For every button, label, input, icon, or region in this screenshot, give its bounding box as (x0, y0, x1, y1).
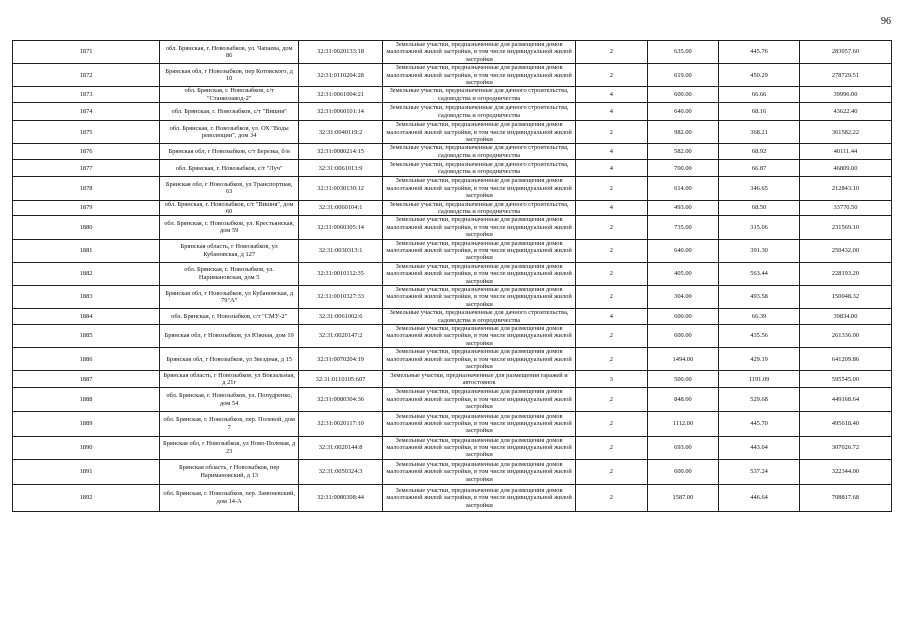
table-row (13, 87, 892, 103)
cadastral-number: 32:31:0030130:12 (299, 177, 383, 200)
land-address: Брянская обл, г Новозыбков, ул Кубановская, д 79"А" (160, 285, 299, 308)
cadastral-value: 278729.51 (799, 64, 891, 87)
land-use-purpose: Земельные участки, предназначенные для дачного строительства, садоводства и огородничества (382, 87, 575, 103)
cadastral-value: 228193.20 (799, 262, 891, 285)
use-category: 4 (576, 87, 648, 103)
use-category: 4 (576, 160, 648, 177)
cadastral-value: 250432.00 (799, 239, 891, 262)
use-category: 4 (576, 200, 648, 216)
use-category: 2 (576, 325, 648, 348)
use-category: 4 (576, 309, 648, 325)
cadastral-value: 322344.00 (799, 459, 891, 484)
cadastral-number: 32:31:0020144:8 (299, 436, 383, 459)
cadastral-value: 449168.64 (799, 388, 891, 411)
cadastral-number: 32:31:0060104:1 (299, 200, 383, 216)
land-use-purpose: Земельные участки, предназначенные для дачного строительства, садоводства и огородничества (382, 144, 575, 160)
cadastral-value: 33770.50 (799, 200, 891, 216)
cadastral-value: 212843.10 (799, 177, 891, 200)
cadastral-number: 32:31:0020117:10 (299, 411, 383, 436)
specific-cadastral-value: 445.70 (719, 411, 800, 436)
table-row (13, 144, 892, 160)
land-use-purpose: Земельные участки, предназначенные для размещения домов малоэтажной жилой застройки, в том числе индивидуальной жилой застройки (382, 239, 575, 262)
land-area: 600.00 (647, 325, 719, 348)
row-number: 1872 (13, 64, 160, 87)
cadastral-value: 46809.00 (799, 160, 891, 177)
specific-cadastral-value: 368.21 (719, 121, 800, 144)
land-area: 600.00 (647, 459, 719, 484)
specific-cadastral-value: 346.65 (719, 177, 800, 200)
use-category: 2 (576, 388, 648, 411)
row-number: 1881 (13, 239, 160, 262)
land-area: 614.00 (647, 177, 719, 200)
row-number: 1883 (13, 285, 160, 308)
land-use-purpose: Земельные участки, предназначенные для размещения домов малоэтажной жилой застройки, в том числе индивидуальной жилой застройки (382, 459, 575, 484)
use-category: 3 (576, 371, 648, 388)
land-address: обл. Брянская, г. Новозыбков, с/т "СМУ-2" (160, 309, 299, 325)
use-category: 2 (576, 348, 648, 371)
cadastral-number: 32:31:0010112:35 (299, 262, 383, 285)
cadastral-number: 32:31:0070204:19 (299, 348, 383, 371)
land-use-purpose: Земельные участки, предназначенные для дачного строительства, садоводства и огородничества (382, 103, 575, 121)
specific-cadastral-value: 450.29 (719, 64, 800, 87)
specific-cadastral-value: 1191.09 (719, 371, 800, 388)
use-category: 2 (576, 121, 648, 144)
use-category: 2 (576, 64, 648, 87)
land-use-purpose: Земельные участки, предназначенные для размещения домов малоэтажной жилой застройки, в том числе индивидуальной жилой застройки (382, 262, 575, 285)
cadastral-value: 708817.68 (799, 484, 891, 511)
cadastral-number: 32:31:0061004:21 (299, 87, 383, 103)
land-address: обл. Брянская, г. Новозыбков, с/т "Вишня", дом 60 (160, 200, 299, 216)
land-address: обл. Брянская, г. Новозыбков, с/т "Луч" (160, 160, 299, 177)
table-row (13, 411, 892, 436)
cadastral-number: 32:31:0110105:607 (299, 371, 383, 388)
table-row (13, 436, 892, 459)
land-area: 1587.00 (647, 484, 719, 511)
land-use-purpose: Земельные участки, предназначенные для размещения домов малоэтажной жилой застройки, в том числе индивидуальной жилой застройки (382, 177, 575, 200)
cadastral-number: 32:31:0050324:3 (299, 459, 383, 484)
cadastral-number: 32:31:0040119:2 (299, 121, 383, 144)
land-area: 582.00 (647, 144, 719, 160)
cadastral-number: 32:31:0061002:6 (299, 309, 383, 325)
land-area: 1494.00 (647, 348, 719, 371)
row-number: 1880 (13, 216, 160, 239)
land-area: 600.00 (647, 309, 719, 325)
specific-cadastral-value: 529.68 (719, 388, 800, 411)
cadastral-value: 150048.32 (799, 285, 891, 308)
cadastral-number: 32:31:0020147:2 (299, 325, 383, 348)
row-number: 1892 (13, 484, 160, 511)
specific-cadastral-value: 68.92 (719, 144, 800, 160)
cadastral-number: 32:31:0020133:18 (299, 41, 383, 64)
land-use-purpose: Земельные участки, предназначенные для размещения домов малоэтажной жилой застройки, в том числе индивидуальной жилой застройки (382, 411, 575, 436)
land-address: обл. Брянская, г. Новозыбков, с/т "Вишня" (160, 103, 299, 121)
cadastral-number: 32:31:0030313:1 (299, 239, 383, 262)
cadastral-value: 40111.44 (799, 144, 891, 160)
row-number: 1876 (13, 144, 160, 160)
land-use-purpose: Земельные участки, предназначенные для размещения домов малоэтажной жилой застройки, в том числе индивидуальной жилой застройки (382, 484, 575, 511)
use-category: 4 (576, 144, 648, 160)
cadastral-value: 361582.22 (799, 121, 891, 144)
specific-cadastral-value: 429.19 (719, 348, 800, 371)
land-use-purpose: Земельные участки, предназначенные для размещения домов малоэтажной жилой застройки, в том числе индивидуальной жилой застройки (382, 436, 575, 459)
land-address: обл. Брянская, г. Новозыбков, ул. ОХ "Воды революции", дом 34 (160, 121, 299, 144)
land-area: 848.00 (647, 388, 719, 411)
row-number: 1887 (13, 371, 160, 388)
cadastral-value-table (12, 40, 892, 512)
table-row (13, 121, 892, 144)
use-category: 2 (576, 285, 648, 308)
land-address: Брянская обл, г Новозыбков, ул Ново-Полевая, д 23 (160, 436, 299, 459)
specific-cadastral-value: 391.30 (719, 239, 800, 262)
cadastral-number: 32:31:0010327:33 (299, 285, 383, 308)
cadastral-value: 283057.60 (799, 41, 891, 64)
table-row (13, 200, 892, 216)
table-row (13, 216, 892, 239)
specific-cadastral-value: 66.87 (719, 160, 800, 177)
use-category: 2 (576, 262, 648, 285)
land-area: 635.00 (647, 41, 719, 64)
table-row (13, 348, 892, 371)
land-area: 619.00 (647, 64, 719, 87)
use-category: 2 (576, 41, 648, 64)
table-row (13, 41, 892, 64)
specific-cadastral-value: 446.64 (719, 484, 800, 511)
table-body (13, 41, 892, 512)
land-address: Брянская обл, г Новозыбков, ул Южная, дом 19 (160, 325, 299, 348)
land-area: 405.00 (647, 262, 719, 285)
land-use-purpose: Земельные участки, предназначенные для размещения гаражей и автостоянок (382, 371, 575, 388)
row-number: 1888 (13, 388, 160, 411)
table-row (13, 239, 892, 262)
table-row (13, 309, 892, 325)
cadastral-value: 261336.00 (799, 325, 891, 348)
land-address: обл. Брянская, г. Новозыбков, ул. Наримановская, дом 5 (160, 262, 299, 285)
table-row (13, 64, 892, 87)
cadastral-value: 39996.00 (799, 87, 891, 103)
specific-cadastral-value: 563.44 (719, 262, 800, 285)
land-area: 640.00 (647, 239, 719, 262)
row-number: 1877 (13, 160, 160, 177)
row-number: 1884 (13, 309, 160, 325)
cadastral-value: 595545.00 (799, 371, 891, 388)
land-area: 500.00 (647, 371, 719, 388)
land-use-purpose: Земельные участки, предназначенные для размещения домов малоэтажной жилой застройки, в том числе индивидуальной жилой застройки (382, 216, 575, 239)
use-category: 2 (576, 411, 648, 436)
specific-cadastral-value: 66.39 (719, 309, 800, 325)
land-address: обл. Брянская, г. Новозыбков, ул. Чапаева, дом 86 (160, 41, 299, 64)
specific-cadastral-value: 68.16 (719, 103, 800, 121)
cadastral-value: 39834.00 (799, 309, 891, 325)
land-use-purpose: Земельные участки, предназначенные для размещения домов малоэтажной жилой застройки, в том числе индивидуальной жилой застройки (382, 121, 575, 144)
use-category: 4 (576, 103, 648, 121)
table-row (13, 285, 892, 308)
specific-cadastral-value: 435.56 (719, 325, 800, 348)
use-category: 2 (576, 436, 648, 459)
land-use-purpose: Земельные участки, предназначенные для размещения домов малоэтажной жилой застройки, в том числе индивидуальной жилой застройки (382, 325, 575, 348)
page-number: 96 (881, 16, 891, 27)
land-use-purpose: Земельные участки, предназначенные для размещения домов малоэтажной жилой застройки, в том числе индивидуальной жилой застройки (382, 388, 575, 411)
use-category: 2 (576, 484, 648, 511)
land-address: обл. Брянская, г. Новозыбков, пер. Полевой, дом 7 (160, 411, 299, 436)
land-address: Брянская область, г Новозыбков, ул Вокзальная, д 21г (160, 371, 299, 388)
land-address: Брянская обл, г Новозыбков, ул Транспортная, 63 (160, 177, 299, 200)
cadastral-value: 495618.40 (799, 411, 891, 436)
cadastral-number: 32:31:0110204:28 (299, 64, 383, 87)
row-number: 1879 (13, 200, 160, 216)
table-row (13, 160, 892, 177)
land-address: обл. Брянская, г. Новозыбков, ул. Крестьянская, дом 59 (160, 216, 299, 239)
cadastral-value: 43622.40 (799, 103, 891, 121)
specific-cadastral-value: 68.50 (719, 200, 800, 216)
land-area: 1112.00 (647, 411, 719, 436)
land-address: Брянская обл, г Новозыбков, ул Звездная, д 15 (160, 348, 299, 371)
table-row (13, 459, 892, 484)
land-address: Брянская обл, г Новозыбков, с/т Березка, б/н (160, 144, 299, 160)
row-number: 1873 (13, 87, 160, 103)
table-row (13, 325, 892, 348)
cadastral-value: 307026.72 (799, 436, 891, 459)
row-number: 1875 (13, 121, 160, 144)
land-use-purpose: Земельные участки, предназначенные для дачного строительства, садоводства и огородничества (382, 309, 575, 325)
specific-cadastral-value: 445.76 (719, 41, 800, 64)
land-area: 493.00 (647, 200, 719, 216)
land-use-purpose: Земельные участки, предназначенные для дачного строительства, садоводства и огородничества (382, 200, 575, 216)
land-address: Брянская обл, г Новозыбков, пер Котовского, д 10 (160, 64, 299, 87)
land-area: 600.00 (647, 87, 719, 103)
row-number: 1890 (13, 436, 160, 459)
row-number: 1878 (13, 177, 160, 200)
row-number: 1885 (13, 325, 160, 348)
land-area: 700.00 (647, 160, 719, 177)
table-row (13, 371, 892, 388)
cadastral-number: 32:31:0060101:14 (299, 103, 383, 121)
land-address: Брянская область, г Новозыбков, ул Кубановская, д 127 (160, 239, 299, 262)
land-use-purpose: Земельные участки, предназначенные для размещения домов малоэтажной жилой застройки, в том числе индивидуальной жилой застройки (382, 348, 575, 371)
cadastral-number: 32:31:0060305:14 (299, 216, 383, 239)
specific-cadastral-value: 493.58 (719, 285, 800, 308)
table-row (13, 177, 892, 200)
land-area: 640.00 (647, 103, 719, 121)
land-address: обл. Брянская, г. Новозыбков, с/т "Станкозавод-2" (160, 87, 299, 103)
specific-cadastral-value: 66.66 (719, 87, 800, 103)
specific-cadastral-value: 315.06 (719, 216, 800, 239)
row-number: 1891 (13, 459, 160, 484)
row-number: 1882 (13, 262, 160, 285)
use-category: 2 (576, 216, 648, 239)
cadastral-number: 32:31:0080308:44 (299, 484, 383, 511)
cadastral-number: 32:31:0061013:9 (299, 160, 383, 177)
cadastral-number: 32:31:0080304:36 (299, 388, 383, 411)
use-category: 2 (576, 239, 648, 262)
land-area: 304.00 (647, 285, 719, 308)
table-row (13, 262, 892, 285)
land-address: обл. Брянская, г. Новозыбков, ул. Попудренко, дом 54 (160, 388, 299, 411)
row-number: 1889 (13, 411, 160, 436)
land-address: обл. Брянская, г. Новозыбков, пер. Замоневский, дом 14-А (160, 484, 299, 511)
cadastral-value: 641209.86 (799, 348, 891, 371)
land-address: Брянская область, г Новозыбков, пер Наримановский, д 13 (160, 459, 299, 484)
specific-cadastral-value: 537.24 (719, 459, 800, 484)
land-area: 693.00 (647, 436, 719, 459)
row-number: 1874 (13, 103, 160, 121)
cadastral-value: 231569.10 (799, 216, 891, 239)
land-area: 735.00 (647, 216, 719, 239)
table-row (13, 484, 892, 511)
land-area: 982.00 (647, 121, 719, 144)
specific-cadastral-value: 443.04 (719, 436, 800, 459)
table-row (13, 103, 892, 121)
row-number: 1886 (13, 348, 160, 371)
land-use-purpose: Земельные участки, предназначенные для дачного строительства, садоводства и огородничества (382, 160, 575, 177)
use-category: 2 (576, 459, 648, 484)
land-use-purpose: Земельные участки, предназначенные для размещения домов малоэтажной жилой застройки, в том числе индивидуальной жилой застройки (382, 285, 575, 308)
cadastral-number: 32:31:0080214:15 (299, 144, 383, 160)
land-use-purpose: Земельные участки, предназначенные для размещения домов малоэтажной жилой застройки, в том числе индивидуальной жилой застройки (382, 41, 575, 64)
land-use-purpose: Земельные участки, предназначенные для размещения домов малоэтажной жилой застройки, в том числе индивидуальной жилой застройки (382, 64, 575, 87)
table-row (13, 388, 892, 411)
row-number: 1871 (13, 41, 160, 64)
use-category: 2 (576, 177, 648, 200)
